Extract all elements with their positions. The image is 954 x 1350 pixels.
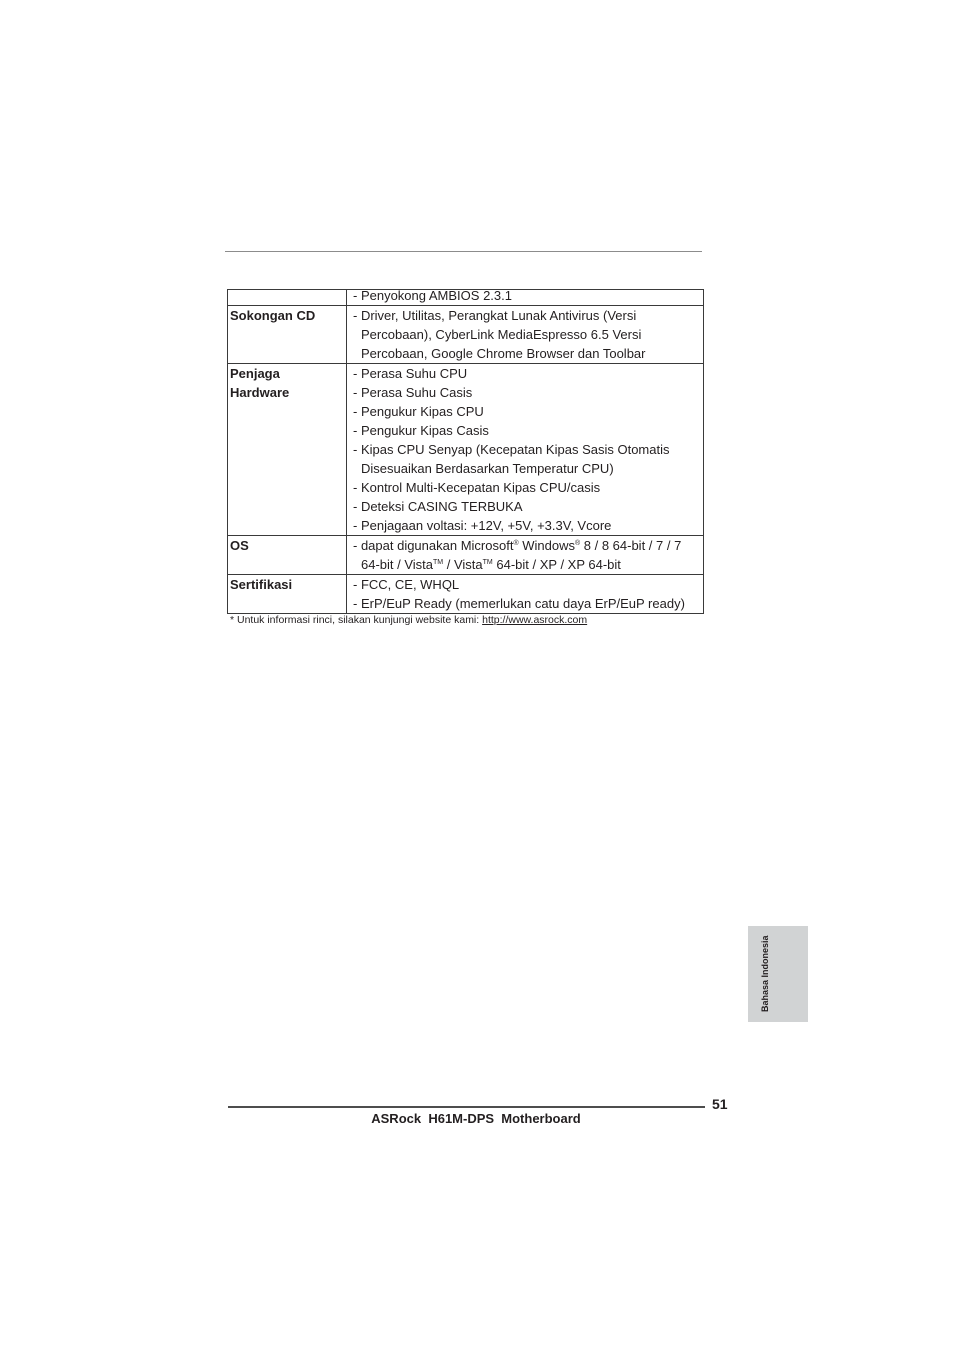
row-label-text: OS bbox=[230, 538, 249, 553]
spec-line bbox=[353, 536, 703, 555]
os-text: / Vista bbox=[443, 557, 483, 572]
row-value-ambios bbox=[347, 290, 704, 306]
registered-mark: ® bbox=[574, 540, 581, 547]
spec-line: - Perasa Suhu CPU bbox=[353, 366, 468, 381]
spec-line: - Pengukur Kipas CPU bbox=[353, 404, 484, 419]
table-row-hardware-monitor bbox=[228, 364, 704, 536]
row-value-hardware-monitor bbox=[347, 364, 704, 536]
footer-divider bbox=[228, 1106, 705, 1108]
spec-line: - Pengukur Kipas Casis bbox=[353, 423, 489, 438]
spec-line: - FCC, CE, WHQL bbox=[353, 577, 460, 592]
trademark-mark: TM bbox=[482, 559, 493, 566]
row-value-os bbox=[347, 536, 704, 575]
spec-line: - ErP/EuP Ready (memerlukan catu daya ErP/EuP ready) bbox=[353, 596, 685, 611]
row-value-cd-support bbox=[347, 306, 704, 364]
trademark-mark: TM bbox=[433, 559, 444, 566]
spec-line: - Kipas CPU Senyap (Kecepatan Kipas Sasis Otomatis bbox=[353, 442, 670, 457]
row-label-text: Sokongan CD bbox=[230, 308, 316, 323]
row-label-text: Penjaga bbox=[230, 366, 280, 381]
row-label-os bbox=[228, 536, 347, 575]
os-text: 64-bit / XP / XP 64-bit bbox=[492, 557, 621, 572]
table-row-ambios bbox=[228, 290, 704, 306]
language-label: Bahasa Indonesia bbox=[760, 935, 770, 1013]
row-label-text: Sertifikasi bbox=[230, 577, 293, 592]
registered-mark: ® bbox=[513, 540, 519, 547]
table-row-cd-support bbox=[228, 306, 704, 364]
spec-line: Percobaan), CyberLink MediaEspresso 6.5 Versi bbox=[361, 327, 642, 342]
footnote-text: * Untuk informasi rinci, silakan kunjungi website kami: bbox=[230, 614, 483, 626]
row-label-empty bbox=[228, 290, 347, 306]
footer-title: ASRock H61M-DPS Motherboard bbox=[371, 1111, 581, 1126]
table-row-os bbox=[228, 536, 704, 575]
spec-line: - Penjagaan voltasi: +12V, +5V, +3.3V, Vcore bbox=[353, 518, 612, 533]
os-text: 64-bit / Vista bbox=[361, 557, 434, 572]
spec-table bbox=[227, 289, 704, 614]
table-row-certification bbox=[228, 575, 704, 614]
row-label-cd-support bbox=[228, 306, 347, 364]
os-text: 8 / 8 64-bit / 7 / 7 bbox=[580, 538, 682, 553]
spec-line: - Deteksi CASING TERBUKA bbox=[353, 499, 523, 514]
row-value-certification bbox=[347, 575, 704, 614]
website-link[interactable]: http://www.asrock.com bbox=[482, 614, 588, 626]
spec-line: Disesuaikan Berdasarkan Temperatur CPU) bbox=[361, 461, 614, 476]
spec-line: - Kontrol Multi-Kecepatan Kipas CPU/casis bbox=[353, 480, 601, 495]
page-number: 51 bbox=[712, 1096, 728, 1112]
spec-line bbox=[353, 555, 703, 574]
spec-line: Percobaan, Google Chrome Browser dan Toolbar bbox=[361, 346, 646, 361]
os-text: - dapat digunakan Microsoft bbox=[353, 538, 514, 553]
spec-line: - Driver, Utilitas, Perangkat Lunak Antivirus (Versi bbox=[353, 308, 637, 323]
spec-line: - Perasa Suhu Casis bbox=[353, 385, 473, 400]
spec-line: - Penyokong AMBIOS 2.3.1 bbox=[353, 288, 512, 303]
row-label-hardware-monitor bbox=[228, 364, 347, 536]
os-text: Windows bbox=[518, 538, 575, 553]
footnote bbox=[230, 614, 587, 626]
top-divider bbox=[225, 251, 702, 252]
row-label-certification bbox=[228, 575, 347, 614]
row-label-text: Hardware bbox=[230, 385, 290, 400]
language-side-tab bbox=[748, 926, 808, 1022]
